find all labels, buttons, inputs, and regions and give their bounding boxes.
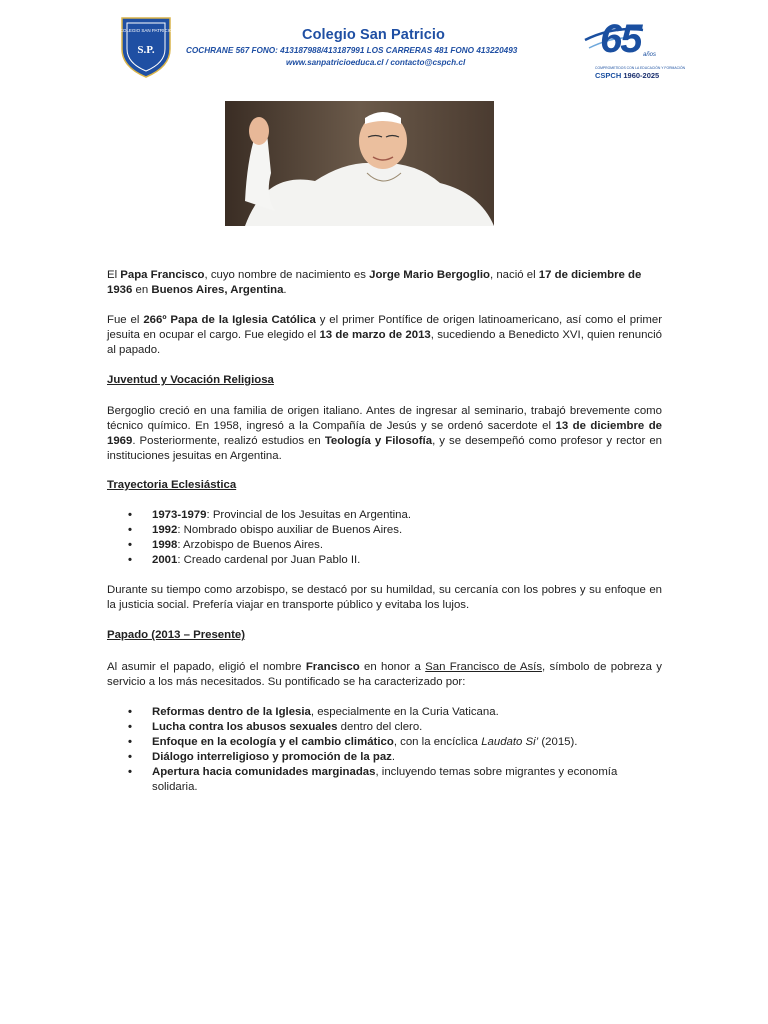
anniversary-number: 65 bbox=[600, 17, 641, 61]
intro-paragraph-2: Fue el 266º Papa de la Iglesia Católica y el primer Pontífice de origen latinoamericano, así como el primer jesuita en ocupar el cargo. Fue elegido el 13 de marzo de 2013, sucediendo a Benedicto XVI, quien renunció al papado. bbox=[107, 314, 663, 356]
list-item: • Enfoque en la ecología y el cambio climático, con la encíclica Laudato Si’ (2015). bbox=[128, 736, 578, 748]
bold-text: Reformas dentro de la Iglesia bbox=[152, 706, 311, 718]
bold-text: Apertura hacia comunidades marginadas bbox=[152, 766, 376, 778]
career-paragraph: Durante su tiempo como arzobispo, se destacó por su humildad, su cercanía con los pobres y su enfoque en la justicia social. Prefería viajar en transporte público y evitaba los lujos. bbox=[107, 584, 662, 611]
crest-initials: S.P. bbox=[137, 44, 155, 56]
anniversary-acronym: CSPCH bbox=[595, 71, 622, 80]
bold-text: Buenos Aires, Argentina bbox=[151, 284, 284, 296]
school-name: Colegio San Patricio bbox=[302, 27, 445, 43]
underlined-text: San Francisco de Asís bbox=[425, 661, 543, 673]
anniversary-years-word: años bbox=[643, 52, 657, 58]
school-crest-logo bbox=[119, 15, 173, 79]
bullet-icon: • bbox=[128, 554, 132, 566]
bold-text: Francisco bbox=[305, 661, 360, 673]
school-contact-line: COCHRANE 567 FONO: 413187988/413187991 LOS CARRERAS 481 FONO 413220493 bbox=[186, 46, 518, 55]
bold-text: Enfoque en la ecología y el cambio climático bbox=[152, 736, 394, 748]
youth-paragraph: Bergoglio creció en una familia de origen italiano. Antes de ingresar al seminario, trabajó brevemente como técnico químico. En 1958, ingresó a la Compañía de Jesús y se ordenó sacerdote el 13 de diciembre de 1969. Posteriormente, realizó estudios en Teología y Filosofía, y se desempeñó como profesor y rector en instituciones jesuitas en Argentina. bbox=[107, 405, 663, 462]
bold-text: 17 de diciembre de 1936 bbox=[107, 269, 642, 296]
bullet-icon: • bbox=[128, 751, 132, 763]
list-item: • 1998: Arzobispo de Buenos Aires. bbox=[128, 539, 323, 551]
school-web-line: www.sanpatricioeduca.cl / contacto@cspch.cl bbox=[286, 58, 466, 67]
list-item: • 1992: Nombrado obispo auxiliar de Buenos Aires. bbox=[128, 524, 403, 536]
bold-text: Diálogo interreligioso y promoción de la paz bbox=[152, 751, 392, 763]
list-item: • 1973-1979: Provincial de los Jesuitas en Argentina. bbox=[128, 509, 411, 521]
bold-text: 1973-1979 bbox=[152, 509, 207, 521]
pope-photo bbox=[225, 101, 494, 226]
papacy-paragraph: Al asumir el papado, eligió el nombre Francisco en honor a San Francisco de Asís, símbolo de pobreza y servicio a los más necesitados. Su pontificado se ha caracterizado por: bbox=[107, 661, 662, 688]
bold-text: 1992 bbox=[152, 524, 178, 536]
bullet-icon: • bbox=[128, 736, 132, 748]
bold-text: Teología y Filosofía bbox=[324, 435, 433, 447]
heading-career: Trayectoria Eclesiástica bbox=[107, 479, 237, 491]
list-item: • Diálogo interreligioso y promoción de la paz. bbox=[128, 751, 396, 763]
bold-text: 2001 bbox=[152, 554, 178, 566]
anniversary-tagline: COMPROMETIDOS CON LA EDUCACIÓN Y FORMACIÓN bbox=[595, 66, 686, 70]
bold-text: Lucha contra los abusos sexuales bbox=[152, 721, 338, 733]
anniversary-range: 1960-2025 bbox=[623, 71, 660, 80]
bullet-icon: • bbox=[128, 524, 132, 536]
bullet-icon: • bbox=[128, 509, 132, 521]
bullet-icon: • bbox=[128, 721, 132, 733]
list-item: • Reformas dentro de la Iglesia, especialmente en la Curia Vaticana. bbox=[128, 706, 499, 718]
bold-text: Jorge Mario Bergoglio bbox=[369, 269, 491, 281]
bullet-icon: • bbox=[128, 766, 132, 778]
list-item: • 2001: Creado cardenal por Juan Pablo II. bbox=[128, 554, 361, 566]
bold-text: 13 de diciembre de 1969 bbox=[107, 420, 663, 447]
bold-text: 13 de marzo de 2013 bbox=[319, 329, 431, 341]
bold-text: 1998 bbox=[152, 539, 178, 551]
bold-text: 266º Papa de la Iglesia Católica bbox=[143, 314, 316, 326]
list-item: • Apertura hacia comunidades marginadas, incluyendo temas sobre migrantes y economía solidaria. bbox=[128, 766, 618, 793]
crest-top-text: COLEGIO SAN PATRICIO bbox=[119, 28, 173, 33]
papacy-list bbox=[127, 705, 662, 795]
bold-text: Papa Francisco bbox=[120, 269, 205, 281]
bullet-icon: • bbox=[128, 539, 132, 551]
heading-youth: Juventud y Vocación Religiosa bbox=[107, 374, 274, 386]
heading-papacy: Papado (2013 – Presente) bbox=[107, 629, 246, 641]
italic-text: Laudato Si’ bbox=[481, 736, 539, 748]
bullet-icon: • bbox=[128, 706, 132, 718]
intro-paragraph-1: El Papa Francisco, cuyo nombre de nacimiento es Jorge Mario Bergoglio, nació el 17 de diciembre de 1936 en Buenos Aires, Argentina. bbox=[107, 269, 642, 296]
anniversary-caption bbox=[595, 71, 659, 80]
list-item: • Lucha contra los abusos sexuales dentro del clero. bbox=[128, 721, 423, 733]
career-list bbox=[127, 508, 662, 568]
